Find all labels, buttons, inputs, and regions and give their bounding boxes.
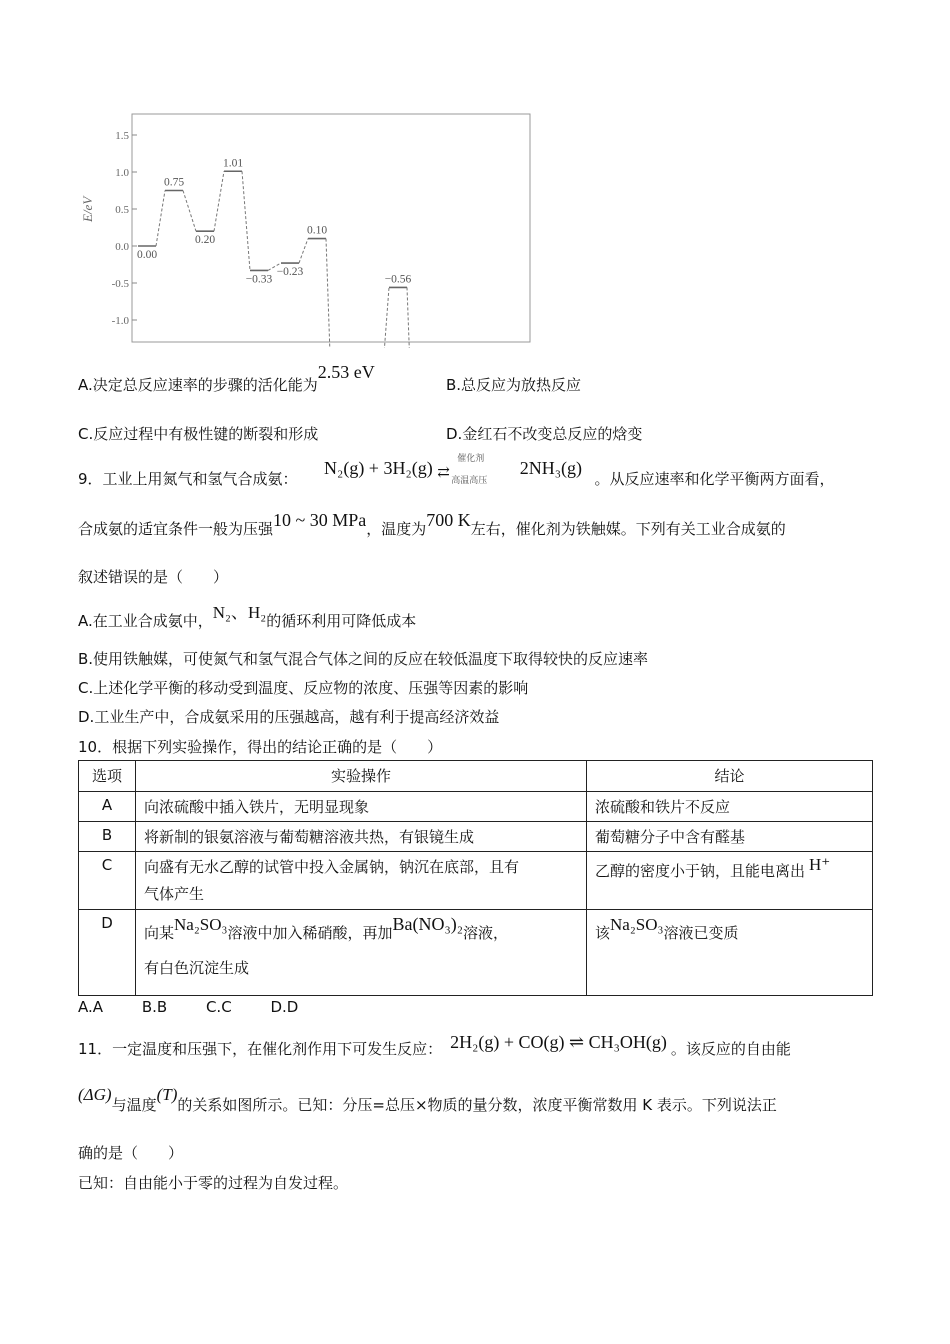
row-operation: 将新制的银氨溶液与葡萄糖溶液共热，有银镜生成 bbox=[136, 822, 587, 852]
row-option: B bbox=[79, 822, 136, 852]
energy-profile-chart bbox=[95, 108, 545, 348]
q8-option-c: C.反应过程中有极性键的断裂和形成 bbox=[78, 425, 319, 443]
row-conclusion-line bbox=[595, 915, 864, 943]
energy-label: 0.00 bbox=[136, 249, 158, 261]
q11-stem-line1 bbox=[78, 1032, 791, 1059]
temperature-value: 700 K bbox=[426, 510, 471, 530]
row-conclusion-text: 乙醇的密度小于钠，且能电离出 bbox=[595, 862, 806, 880]
q11-stem-line3: 确的是（ ） bbox=[78, 1144, 184, 1162]
q9-option-d: D.工业生产中，合成氨采用的压强越高，越有利于提高经济效益 bbox=[78, 708, 500, 726]
catalyst-label: 催化剂 bbox=[457, 452, 485, 463]
row-operation-line1: 向盛有无水乙醇的试管中投入金属钠，钠沉在底部，且有 bbox=[144, 858, 520, 876]
energy-label: 0.10 bbox=[306, 224, 328, 237]
y-tick-label: 0.0 bbox=[115, 241, 129, 253]
table-row bbox=[79, 852, 873, 910]
y-tick-label: -1.0 bbox=[111, 315, 129, 327]
row-conclusion: 浓硫酸和铁片不反应 bbox=[587, 792, 873, 822]
experiment-table bbox=[78, 760, 873, 996]
q9-stem-line1 bbox=[78, 452, 835, 489]
reversible-arrow-icon: ⇄ bbox=[437, 464, 448, 481]
q9-option-b: B.使用铁触媒，可使氮气和氢气混合气体之间的反应在较低温度下取得较快的反应速率 bbox=[78, 650, 649, 668]
energy-label: −0.23 bbox=[276, 266, 304, 279]
table-row bbox=[79, 910, 873, 996]
row-conclusion: 葡萄糖分子中含有醛基 bbox=[587, 822, 873, 852]
header-conclusion: 结论 bbox=[587, 761, 873, 792]
row-operation: 向浓硫酸中插入铁片，无明显现象 bbox=[136, 792, 587, 822]
reaction-conditions bbox=[437, 452, 515, 485]
row-option: A bbox=[79, 792, 136, 822]
q9-option-a bbox=[78, 603, 417, 631]
q9-stem-part-a: 合成氨的适宜条件一般为压强 bbox=[78, 520, 274, 538]
row-operation-line1 bbox=[144, 914, 578, 943]
q8-option-a-text: A.决定总反应速率的步骤的活化能为 bbox=[78, 376, 318, 394]
choice-d: D.D bbox=[270, 998, 299, 1016]
row-operation-line2: 有白色沉淀生成 bbox=[144, 959, 250, 977]
q9-stem-tail: 。从反应速率和化学平衡两方面看， bbox=[594, 470, 835, 488]
q9-stem-part-b: ，温度为 bbox=[366, 520, 427, 538]
temperature-symbol: (T) bbox=[156, 1085, 178, 1104]
op-part-b: 溶液中加入稀硝酸，再加 bbox=[227, 924, 393, 942]
choice-c: C.C bbox=[205, 998, 232, 1016]
q8-option-a bbox=[78, 362, 375, 395]
synthesis-equation bbox=[320, 452, 587, 485]
table-header-row bbox=[79, 761, 873, 792]
connector-line bbox=[242, 171, 250, 270]
sodium-sulfite-conclusion: Na₂SO₃ bbox=[610, 915, 664, 934]
choice-b: B.B bbox=[141, 998, 168, 1016]
energy-label: −0.33 bbox=[245, 273, 273, 286]
connector-line bbox=[326, 239, 331, 348]
row-operation bbox=[136, 910, 587, 996]
connector-line bbox=[183, 191, 196, 232]
methanol-equation: 2H₂(g) + CO(g) ⇌ CH₃OH(g) bbox=[450, 1032, 667, 1052]
pressure-value: 10 ~ 30 MPa bbox=[273, 510, 367, 530]
q8-option-d: D.金红石不改变总反应的焓变 bbox=[446, 425, 643, 443]
energy-label: 0.20 bbox=[194, 234, 216, 247]
y-tick-label: 1.0 bbox=[115, 167, 129, 179]
q9-stem-line2 bbox=[78, 510, 786, 539]
q11-stem-text: 11．一定温度和压强下，在催化剂作用下可发生反应： bbox=[78, 1040, 443, 1058]
delta-g-symbol: (ΔG) bbox=[78, 1085, 112, 1104]
q11-stem-tail: 。该反应的自由能 bbox=[670, 1040, 791, 1058]
q10-choices bbox=[78, 998, 298, 1016]
y-tick-label: 0.5 bbox=[115, 204, 129, 216]
choice-a: A.A bbox=[78, 998, 104, 1016]
eq-product: 2NH₃(g) bbox=[519, 458, 582, 478]
connector-line bbox=[156, 191, 165, 247]
n2-h2-species: N₂、H₂ bbox=[212, 603, 267, 622]
barium-nitrate: Ba(NO₃)₂ bbox=[392, 914, 463, 934]
energy-label: 1.01 bbox=[222, 157, 244, 170]
op-part-c: 溶液， bbox=[463, 924, 509, 942]
connector-line bbox=[407, 287, 414, 348]
energy-label: −0.56 bbox=[384, 273, 412, 286]
q9-stem-text: 9．工业上用氮气和氢气合成氨： bbox=[78, 470, 298, 488]
q9-stem-part-c: 左右，催化剂为铁触媒。下列有关工业合成氨的 bbox=[470, 520, 786, 538]
condition-label: 高温高压 bbox=[451, 474, 488, 485]
energy-label: 0.75 bbox=[163, 176, 185, 189]
activation-energy-value: 2.53 eV bbox=[317, 362, 375, 382]
eq-reactants: N₂(g) + 3H₂(g) bbox=[324, 458, 433, 478]
y-tick-label: -0.5 bbox=[111, 278, 129, 290]
y-tick-label: 1.5 bbox=[115, 130, 129, 142]
row-conclusion bbox=[587, 910, 873, 996]
q9-option-c: C.上述化学平衡的移动受到温度、反应物的浓度、压强等因素的影响 bbox=[78, 679, 529, 697]
q9-option-a-pre: A.在工业合成氨中， bbox=[78, 612, 213, 630]
table-row bbox=[79, 822, 873, 852]
connector-line bbox=[382, 287, 389, 348]
q11-stem-part-a: 与温度 bbox=[111, 1096, 157, 1114]
header-option: 选项 bbox=[79, 761, 136, 792]
row-operation-line2: 气体产生 bbox=[144, 885, 205, 903]
row-option: D bbox=[79, 910, 136, 996]
table-row bbox=[79, 792, 873, 822]
q9-stem-line3: 叙述错误的是（ ） bbox=[78, 568, 229, 586]
q11-note: 已知：自由能小于零的过程为自发过程。 bbox=[78, 1174, 349, 1192]
y-axis-title: E/eV bbox=[80, 196, 95, 222]
op-part-a: 向某 bbox=[144, 924, 175, 942]
q11-stem-line2 bbox=[78, 1085, 777, 1115]
h-ion: H⁺ bbox=[809, 855, 831, 874]
sodium-sulfite: Na₂SO₃ bbox=[174, 915, 228, 934]
connector-line bbox=[299, 239, 308, 263]
header-operation: 实验操作 bbox=[136, 761, 587, 792]
q11-stem-part-b: 的关系如图所示。已知：分压=总压×物质的量分数，浓度平衡常数用 K 表示。下列说法正 bbox=[177, 1096, 777, 1114]
con-part-a: 该 bbox=[595, 924, 611, 942]
connector-line bbox=[214, 171, 224, 231]
chart-frame bbox=[132, 114, 530, 342]
q8-option-b: B.总反应为放热反应 bbox=[446, 376, 582, 394]
con-part-b: 溶液已变质 bbox=[663, 924, 739, 942]
q10-stem: 10．根据下列实验操作，得出的结论正确的是（ ） bbox=[78, 738, 443, 756]
row-option: C bbox=[79, 852, 136, 910]
row-operation bbox=[136, 852, 587, 910]
q9-option-a-post: 的循环利用可降低成本 bbox=[266, 612, 417, 630]
row-conclusion bbox=[587, 852, 873, 910]
